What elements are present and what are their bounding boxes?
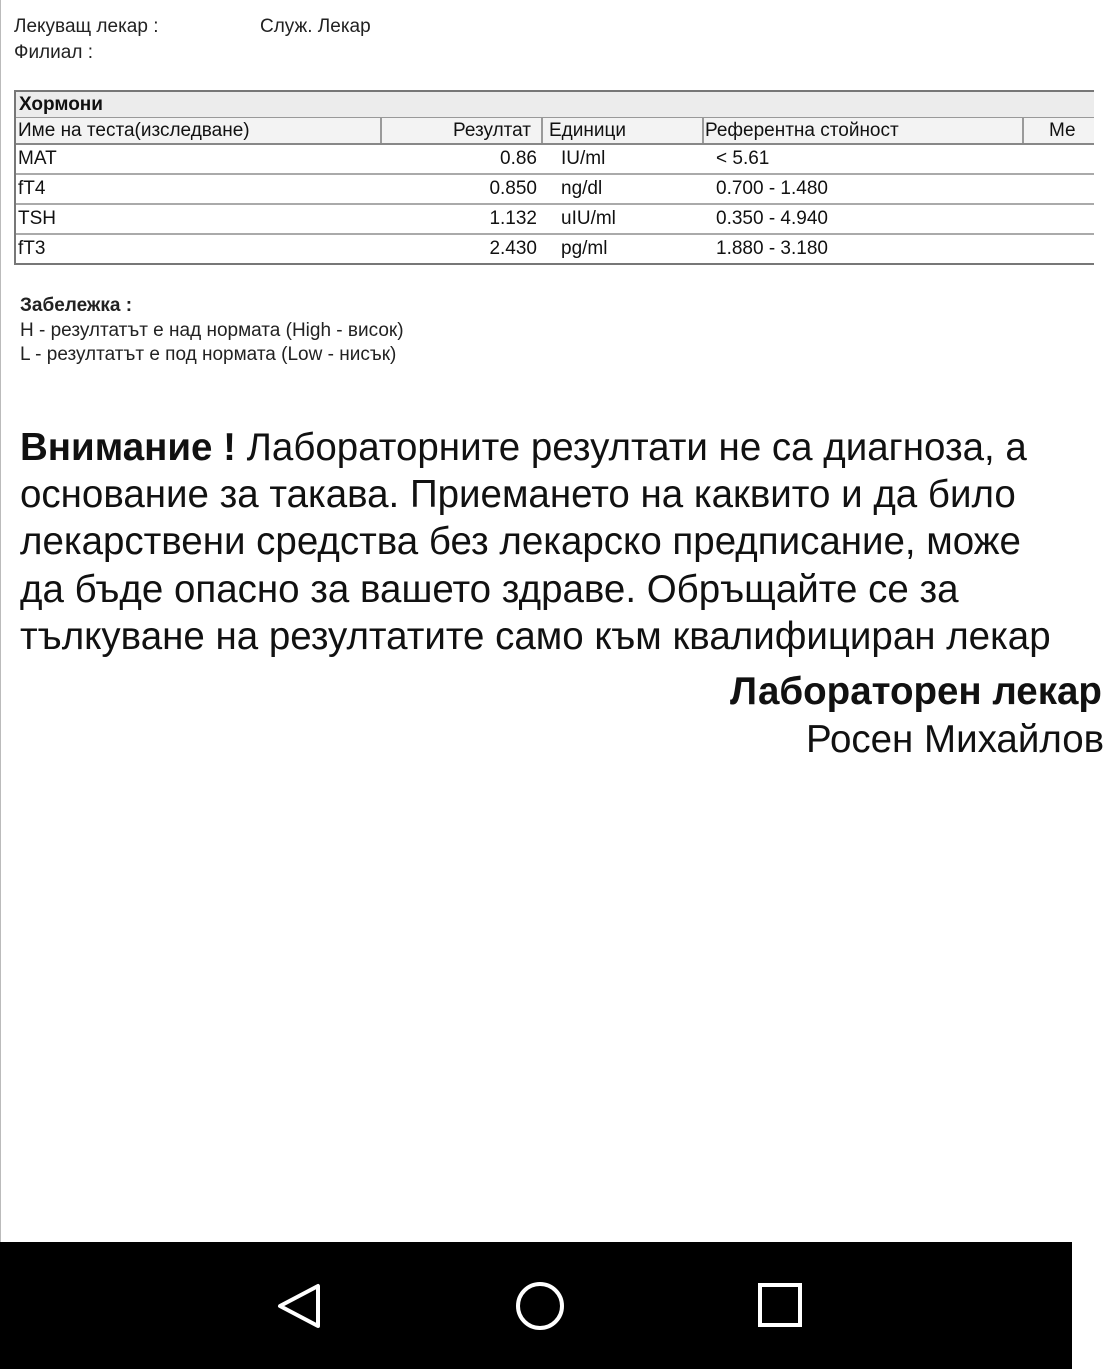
test-reference: 0.700 - 1.480 — [716, 178, 828, 199]
test-units: ng/dl — [561, 178, 603, 199]
note-title: Забележка : — [20, 295, 133, 316]
test-result: 0.86 — [500, 148, 537, 169]
test-units: IU/ml — [561, 148, 606, 169]
back-button[interactable] — [270, 1280, 330, 1340]
note-block — [20, 294, 404, 368]
table-row — [16, 205, 1094, 235]
table-row — [16, 235, 1094, 265]
test-reference: < 5.61 — [716, 148, 770, 169]
table-section-title: Хормони — [16, 92, 1094, 118]
warning-line-5: тълкуване на резултатите само към квалифициран лекар — [20, 614, 1051, 658]
note-high: H - резултатът е над нормата (High - висок) — [20, 319, 404, 341]
doctor-label: Лекуващ лекар : — [14, 16, 159, 37]
test-result: 2.430 — [489, 238, 537, 259]
doctor-value: Служ. Лекар — [260, 16, 371, 37]
test-name: TSH — [18, 208, 56, 229]
recents-icon — [750, 1280, 810, 1340]
test-units: uIU/ml — [561, 208, 616, 229]
column-reference: Референтна стойност — [704, 118, 1024, 143]
table-row — [16, 145, 1094, 175]
back-icon — [270, 1280, 330, 1340]
test-name: fT3 — [18, 238, 46, 259]
test-reference: 0.350 - 4.940 — [716, 208, 828, 229]
test-units: pg/ml — [561, 238, 608, 259]
recents-button[interactable] — [750, 1280, 810, 1340]
test-result: 0.850 — [489, 178, 537, 199]
home-icon — [510, 1280, 570, 1340]
note-low: L - резултатът е под нормата (Low - нисък) — [20, 344, 397, 365]
results-table — [14, 90, 1094, 265]
warning-title: Внимание ! — [20, 426, 236, 469]
warning-line-4: да бъде опасно за вашето здраве. Обръщайте се за — [20, 567, 959, 611]
column-test-name: Име на теста(изследване) — [16, 118, 382, 143]
test-result: 1.132 — [489, 208, 537, 229]
test-name: fT4 — [18, 178, 46, 199]
home-button[interactable] — [510, 1280, 570, 1340]
signature-name: Росен Михайлов — [806, 718, 1104, 761]
test-reference: 1.880 - 3.180 — [716, 238, 828, 259]
signature-role: Лабораторен лекар — [730, 670, 1102, 713]
warning-block — [20, 424, 1100, 660]
test-name: MAT — [18, 148, 57, 169]
table-header-row — [16, 118, 1094, 145]
column-units: Единици — [543, 118, 704, 143]
table-row — [16, 175, 1094, 205]
branch-label: Филиал : — [14, 42, 93, 63]
warning-line-3: лекарствени средства без лекарско предписание, може — [20, 520, 1021, 564]
warning-line-2: основание за такава. Приемането на каквито и да било — [20, 473, 1016, 517]
warning-line-1: Лабораторните резултати не са диагноза, а — [235, 426, 1027, 469]
column-method: Ме — [1049, 120, 1076, 141]
column-result: Резултат — [382, 118, 543, 143]
